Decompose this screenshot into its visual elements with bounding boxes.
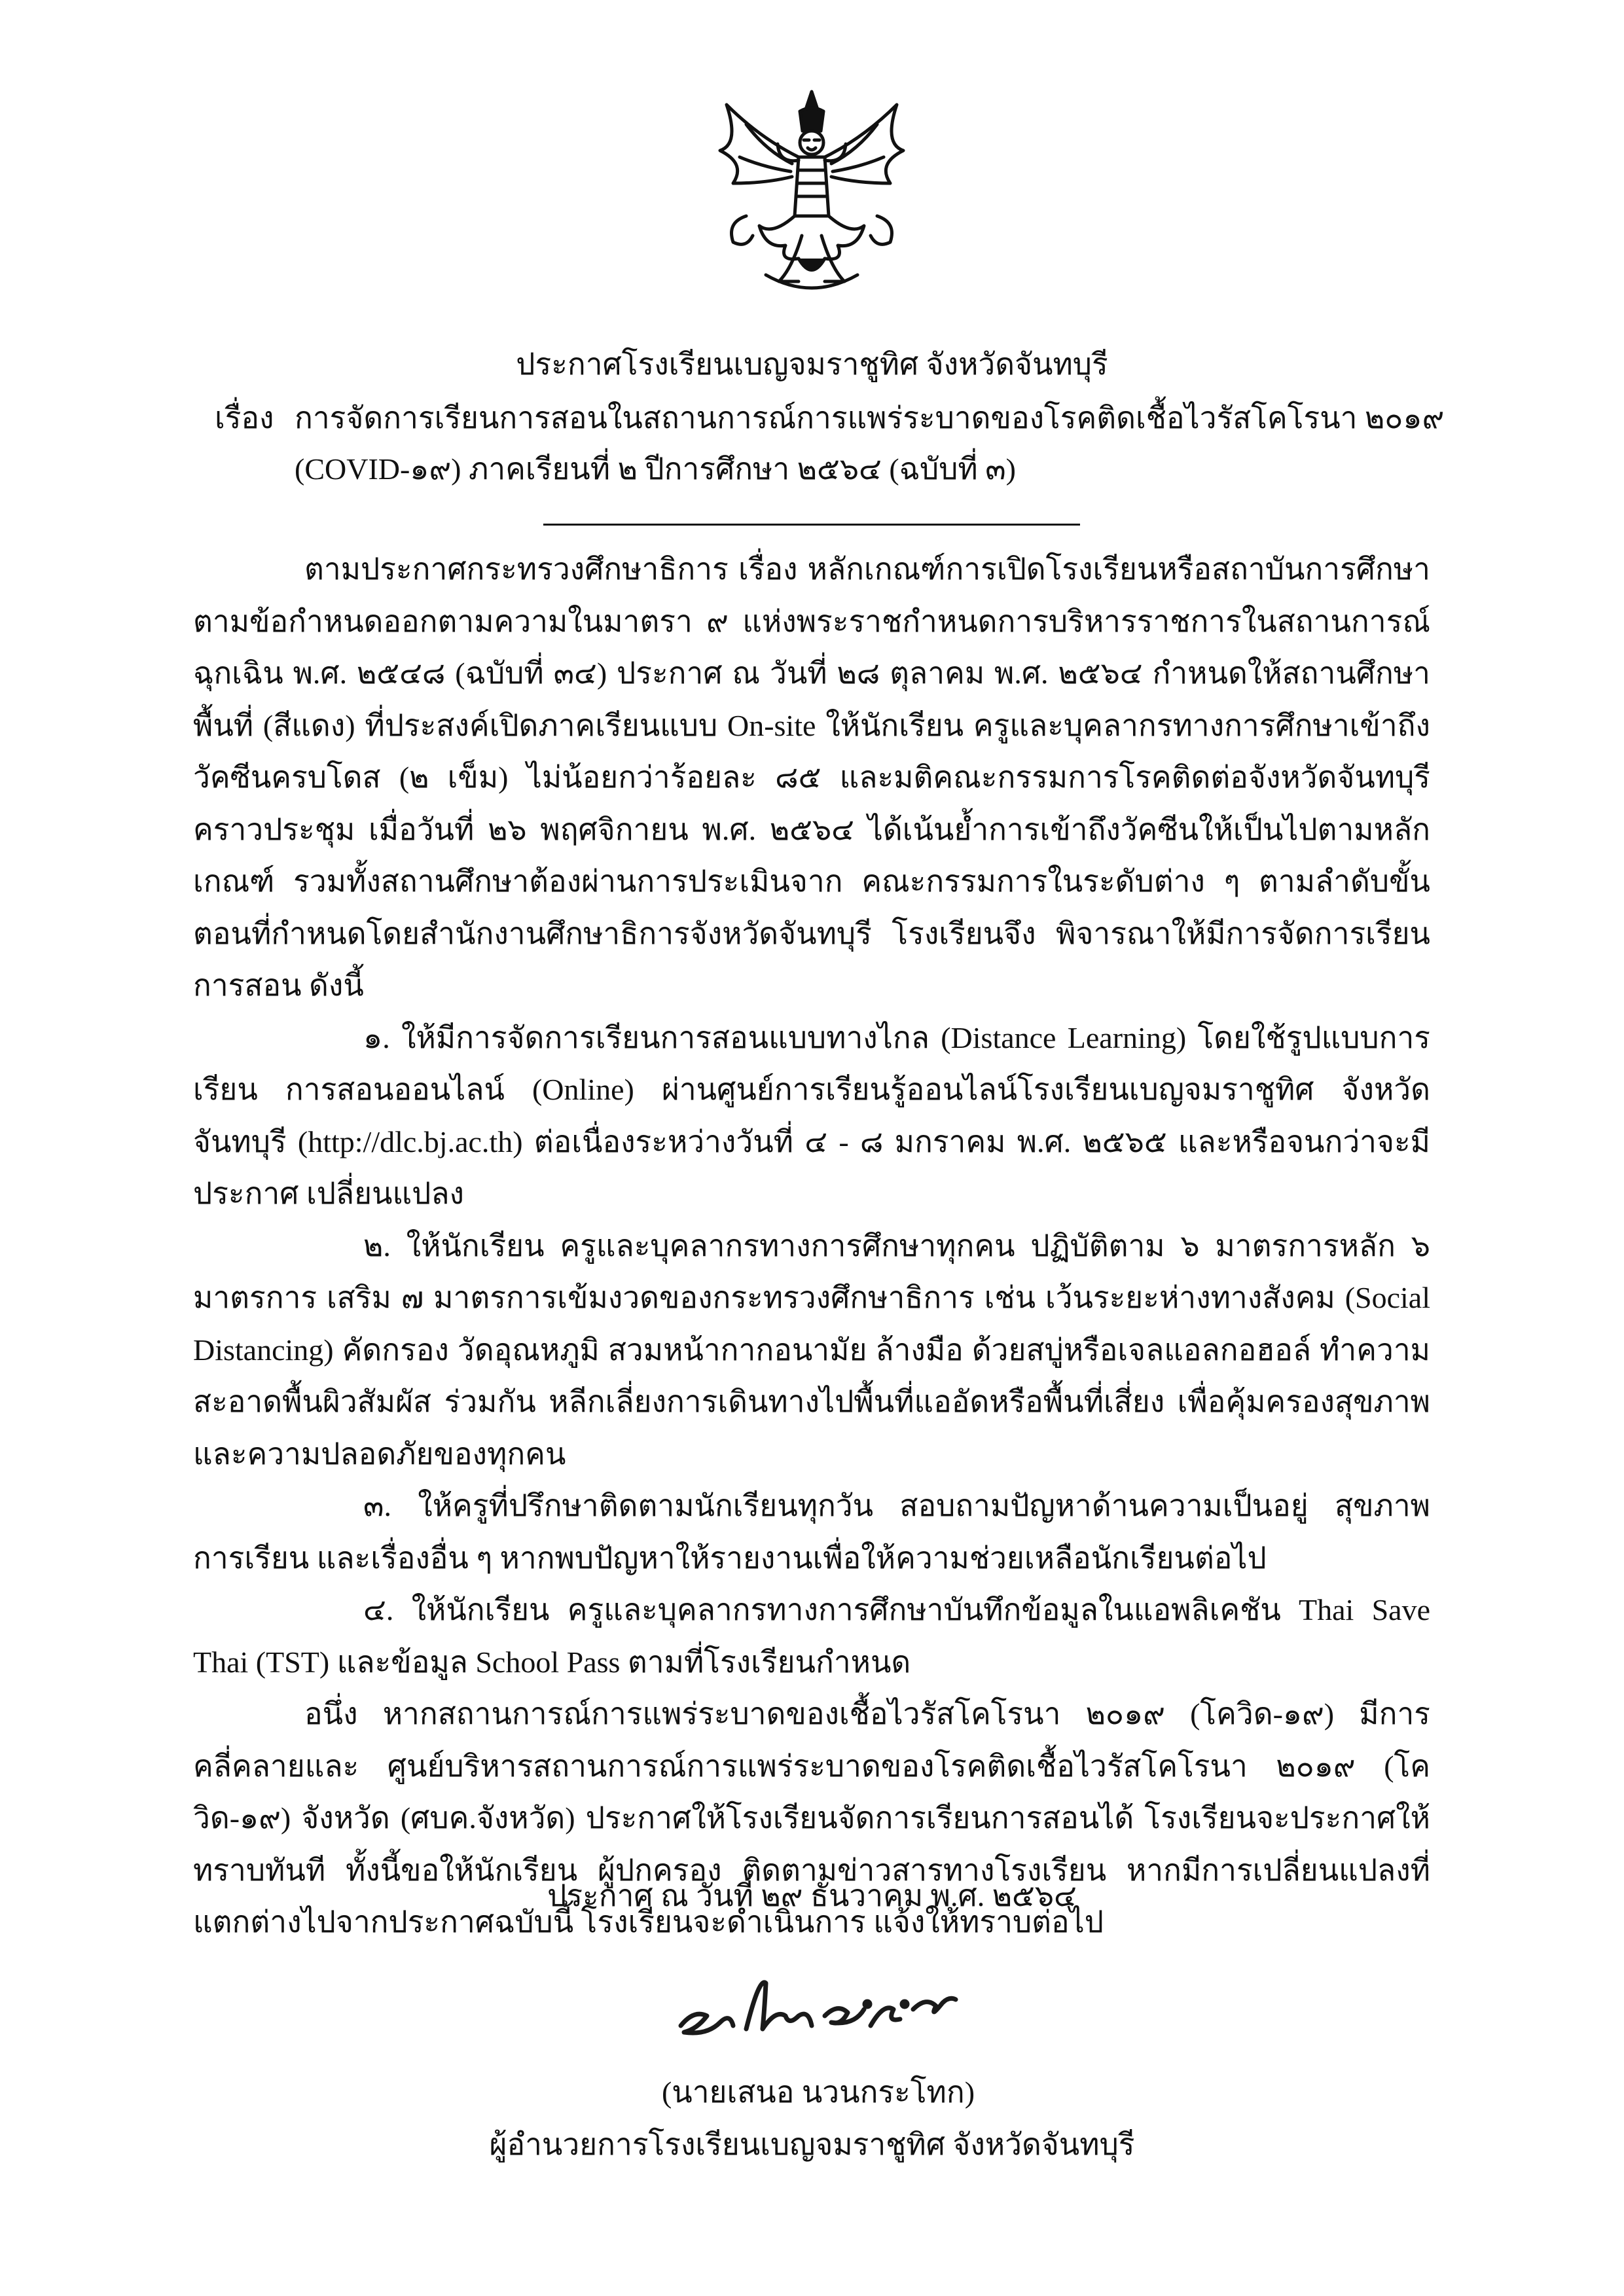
signer-name: (นายเสนอ นวนกระโทก) (661, 2075, 975, 2109)
item-3-paragraph: ๓. ให้ครูที่ปรึกษาติดตามนักเรียนทุกวัน สอบถามปัญหาด้านความเป็นอยู่ สุขภาพ การเรียน และเรื่องอื่น ๆ หากพบปัญหาให้รายงานเพื่อให้ความช่วยเหลือนักเรียนต่อไป (193, 1489, 1430, 1575)
subject-text: การจัดการเรียนการสอนในสถานการณ์การแพร่ระบาดของโรคติดเชื้อไวรัสโคโรนา ๒๐๑๙ (COVID-๑๙) ภาคเรียนที่ ๒ ปีการศึกษา ๒๕๖๔ (ฉบับที่ ๓) (295, 401, 1445, 486)
item-1-paragraph: ๑. ให้มีการจัดการเรียนการสอนแบบทางไกล (Distance Learning) โดยใช้รูปแบบการเรียน การสอนออนไลน์ (Online) ผ่านศูนย์การเรียนรู้ออนไลน์โรงเรียนเบญจมราชูทิศ จังหวัดจันทบุรี (http://dlc.bj.ac.th) ต่อเนื่องระหว่างวันที่ ๔ - ๘ มกราคม พ.ศ. ๒๕๖๕ และหรือจนกว่าจะมีประกาศ เปลี่ยนแปลง (193, 1020, 1430, 1210)
title-divider (543, 524, 1080, 526)
announcement-body (193, 543, 1430, 1948)
closing-paragraph: อนึ่ง หากสถานการณ์การแพร่ระบาดของเชื้อไวรัสโคโรนา ๒๐๑๙ (โควิด-๑๙) มีการคลี่คลายและ ศูนย์บริหารสถานการณ์การแพร่ระบาดของโรคติดเชื้อไวรัสโคโรนา ๒๐๑๙ (โควิด-๑๙) จังหวัด (ศบค.จังหวัด) ประกาศให้โรงเรียนจัดการเรียนการสอนได้ โรงเรียนจะประกาศให้ทราบทันที ทั้งนี้ขอให้นักเรียน ผู้ปกครอง ติดตามข่าวสารทางโรงเรียน หากมีการเปลี่ยนแปลงที่แตกต่างไปจากประกาศฉบับนี้ โรงเรียนจะดำเนินการ แจ้งให้ทราบต่อไป (193, 1697, 1430, 1939)
announcement-date: ประกาศ ณ วันที่ ๒๙ ธันวาคม พ.ศ. ๒๕๖๔ (547, 1879, 1077, 1912)
item-4-paragraph: ๔. ให้นักเรียน ครูและบุคลากรทางการศึกษาบันทึกข้อมูลในแอพลิเคชัน Thai Save Thai (TST) และข้อมูล School Pass ตามที่โรงเรียนกำหนด (193, 1593, 1430, 1679)
handwritten-signature-icon (668, 1964, 975, 2049)
intro-paragraph: ตามประกาศกระทรวงศึกษาธิการ เรื่อง หลักเกณฑ์การเปิดโรงเรียนหรือสถาบันการศึกษา ตามข้อกำหนดออกตามความในมาตรา ๙ แห่งพระราชกำหนดการบริหารราชการในสถานการณ์ฉุกเฉิน พ.ศ. ๒๕๔๘ (ฉบับที่ ๓๔) ประกาศ ณ วันที่ ๒๘ ตุลาคม พ.ศ. ๒๕๖๔ กำหนดให้สถานศึกษาพื้นที่ (สีแดง) ที่ประสงค์เปิดภาคเรียนแบบ On-site ให้นักเรียน ครูและบุคลากรทางการศึกษาเข้าถึงวัคซีนครบโดส (๒ เข็ม) ไม่น้อยกว่าร้อยละ ๘๕ และมติคณะกรรมการโรคติดต่อจังหวัดจันทบุรี คราวประชุม เมื่อวันที่ ๒๖ พฤศจิกายน พ.ศ. ๒๕๖๔ ได้เน้นย้ำการเข้าถึงวัคซีนให้เป็นไปตามหลักเกณฑ์ รวมทั้งสถานศึกษาต้องผ่านการประเมินจาก คณะกรรมการในระดับต่าง ๆ ตามลำดับขั้นตอนที่กำหนดโดยสำนักงานศึกษาธิการจังหวัดจันทบุรี โรงเรียนจึง พิจารณาให้มีการจัดการเรียนการสอน ดังนี้ (193, 552, 1430, 1002)
item-2-paragraph: ๒. ให้นักเรียน ครูและบุคลากรทางการศึกษาทุกคน ปฏิบัติตาม ๖ มาตรการหลัก ๖ มาตรการ เสริม ๗ มาตรการเข้มงวดของกระทรวงศึกษาธิการ เช่น เว้นระยะห่างทางสังคม (Social Distancing) คัดกรอง วัดอุณหภูมิ สวมหน้ากากอนามัย ล้างมือ ด้วยสบู่หรือเจลแอลกอฮอล์ ทำความสะอาดพื้นผิวสัมผัส ร่วมกัน หลีกเลี่ยงการเดินทางไปพื้นที่แออัดหรือพื้นที่เสี่ยง เพื่อคุ้มครองสุขภาพและความปลอดภัยของทุกคน (193, 1229, 1430, 1471)
announcement-title: ประกาศโรงเรียนเบญจมราชูทิศ จังหวัดจันทบุรี (516, 348, 1108, 381)
signer-title: ผู้อำนวยการโรงเรียนเบญจมราชูทิศ จังหวัดจันทบุรี (489, 2128, 1135, 2161)
garuda-emblem-icon (700, 85, 923, 308)
subject-label: เรื่อง (215, 401, 274, 435)
